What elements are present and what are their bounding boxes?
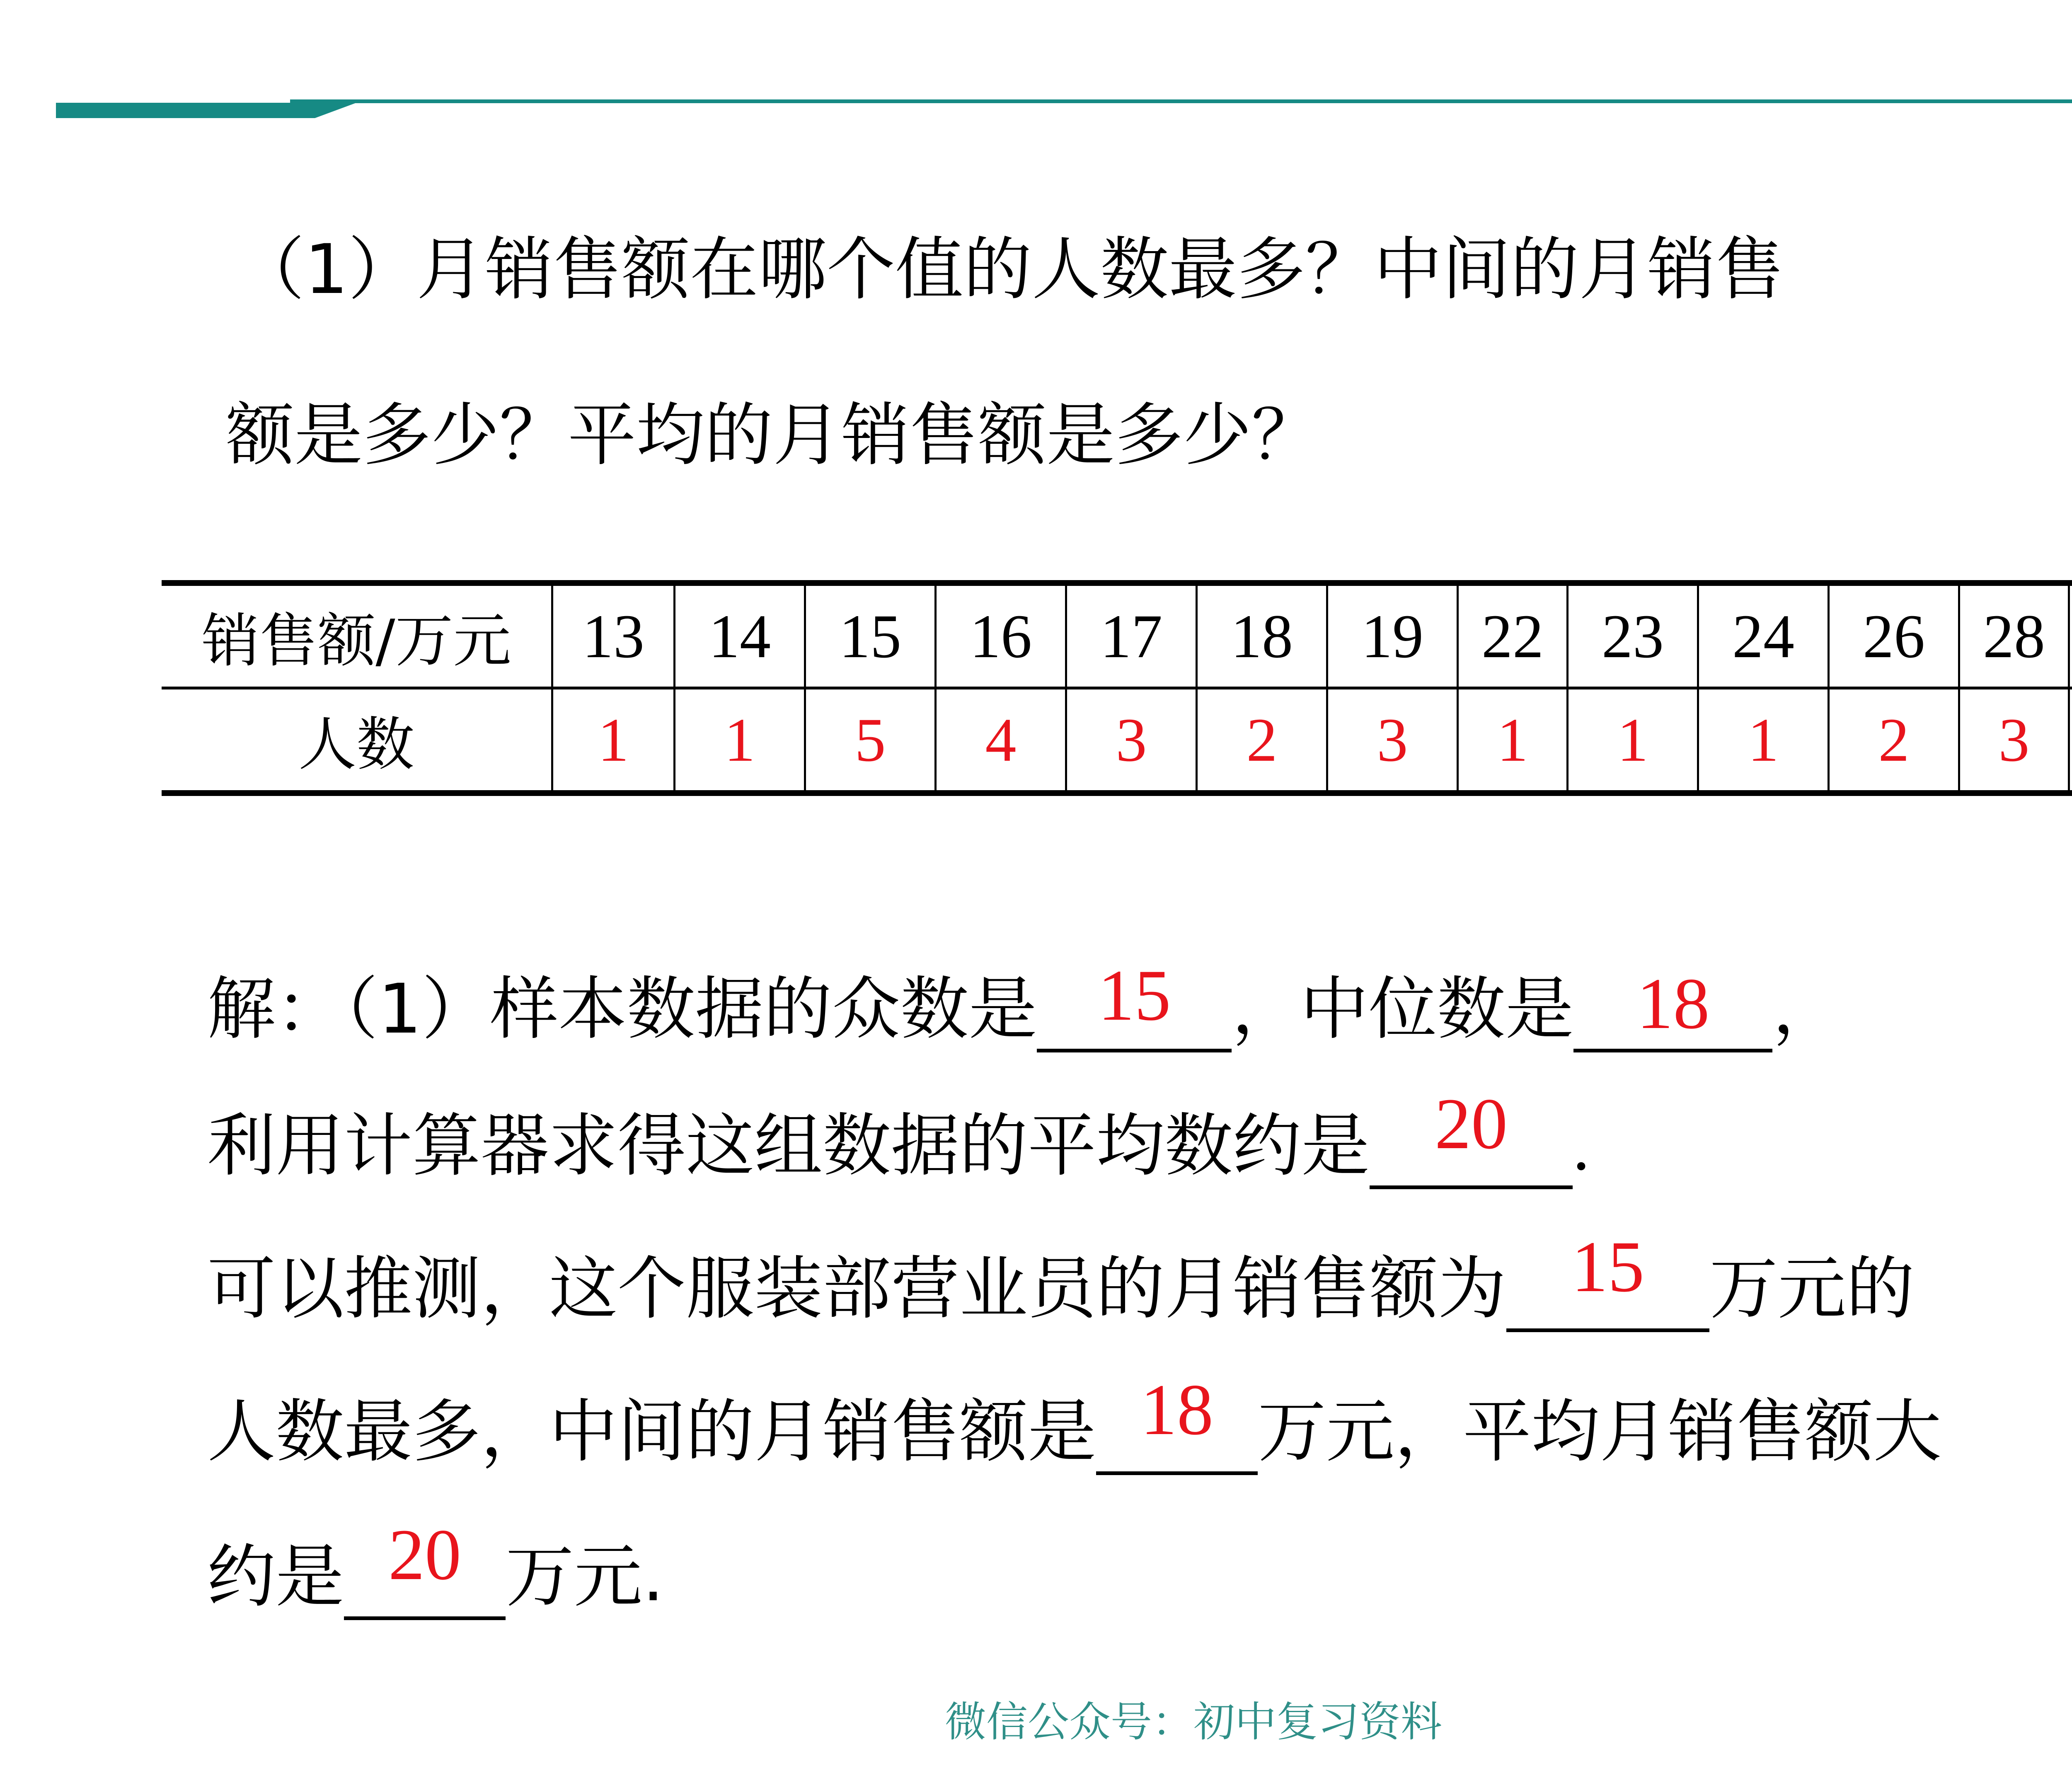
table-cell-count: 2 bbox=[1829, 688, 1959, 793]
table-cell-sales: 19 bbox=[1327, 583, 1458, 688]
table-cell-sales: 16 bbox=[936, 583, 1066, 688]
footer-watermark: 微信公众号：初中复习资料 bbox=[945, 1698, 1442, 1746]
table-cell-sales: 15 bbox=[805, 583, 936, 688]
table-cell-count: 4 bbox=[936, 688, 1066, 793]
table-row-sales bbox=[162, 583, 2072, 688]
solution-text: 万元，平均月销售额大 bbox=[1258, 1392, 1941, 1471]
solution-line-4 bbox=[207, 1369, 1941, 1475]
solution-text: 人数最多，中间的月销售额是 bbox=[207, 1392, 1096, 1471]
solution-text: 万元的 bbox=[1709, 1249, 1915, 1328]
answer-blank-mode-2 bbox=[1506, 1226, 1709, 1332]
answer-blank-mean-2 bbox=[344, 1514, 506, 1620]
table-cell-count: 1 bbox=[552, 688, 675, 793]
table-cell-sales: 18 bbox=[1197, 583, 1327, 688]
solution-text: 万元. bbox=[506, 1537, 664, 1616]
table-cell-sales: 17 bbox=[1066, 583, 1197, 688]
answer-blank-mean bbox=[1370, 1084, 1573, 1189]
table-cell-sales: 24 bbox=[1698, 583, 1829, 688]
table-header-count: 人数 bbox=[162, 688, 552, 793]
solution-text: 利用计算器求得这组数据的平均数约是 bbox=[207, 1106, 1370, 1185]
table-header-sales: 销售额/万元 bbox=[162, 583, 552, 688]
table-cell-sales: 13 bbox=[552, 583, 675, 688]
table-cell-sales: 23 bbox=[1568, 583, 1698, 688]
answer-median: 18 bbox=[1636, 963, 1710, 1044]
table-cell-sales: 22 bbox=[1458, 583, 1568, 688]
answer-mean-2: 20 bbox=[388, 1514, 461, 1595]
table-cell-count: 2 bbox=[1197, 688, 1327, 793]
answer-blank-median bbox=[1573, 965, 1772, 1052]
solution-text: . bbox=[1573, 1108, 1590, 1184]
answer-mode: 15 bbox=[1098, 955, 1171, 1036]
table-cell-sales: 28 bbox=[1959, 583, 2069, 688]
table-cell-count: 5 bbox=[805, 688, 936, 793]
table-cell-count: 3 bbox=[1327, 688, 1458, 793]
table-cell-sales bbox=[2069, 583, 2072, 688]
answer-mean: 20 bbox=[1435, 1084, 1508, 1164]
solution-text: 可以推测，这个服装部营业员的月销售额为 bbox=[207, 1249, 1506, 1328]
table-cell-count: 3 bbox=[1959, 688, 2069, 793]
solution-line-5 bbox=[207, 1514, 664, 1620]
solution-line-1 bbox=[207, 955, 1841, 1052]
table-cell-sales: 14 bbox=[675, 583, 805, 688]
answer-median-2: 18 bbox=[1140, 1369, 1213, 1450]
table-cell-sales: 26 bbox=[1829, 583, 1959, 688]
solution-text: 解：（1）样本数据的众数是 bbox=[207, 969, 1037, 1049]
answer-mode-2: 15 bbox=[1571, 1226, 1644, 1307]
answer-blank-mode bbox=[1037, 955, 1232, 1052]
table-row-counts bbox=[162, 688, 2072, 793]
table-cell-count: 1 bbox=[1568, 688, 1698, 793]
solution-text: 约是 bbox=[207, 1537, 344, 1616]
question-line-1: （1）月销售额在哪个值的人数最多？中间的月销售 bbox=[236, 230, 1784, 309]
table-cell-count bbox=[2069, 688, 2072, 793]
solution-line-2 bbox=[207, 1084, 1590, 1189]
answer-blank-median-2 bbox=[1096, 1369, 1258, 1475]
table-cell-count: 1 bbox=[1698, 688, 1829, 793]
solution-text: ， bbox=[1772, 969, 1841, 1049]
table-cell-count: 1 bbox=[1458, 688, 1568, 793]
table-cell-count: 1 bbox=[675, 688, 805, 793]
solution-text: ，中位数是 bbox=[1232, 969, 1574, 1049]
header-accent-bar bbox=[0, 0, 2072, 124]
sales-table bbox=[162, 580, 2072, 796]
question-line-2: 额是多少？平均的月销售额是多少？ bbox=[226, 395, 1320, 475]
table-cell-count: 3 bbox=[1066, 688, 1197, 793]
solution-line-3 bbox=[207, 1226, 1915, 1332]
